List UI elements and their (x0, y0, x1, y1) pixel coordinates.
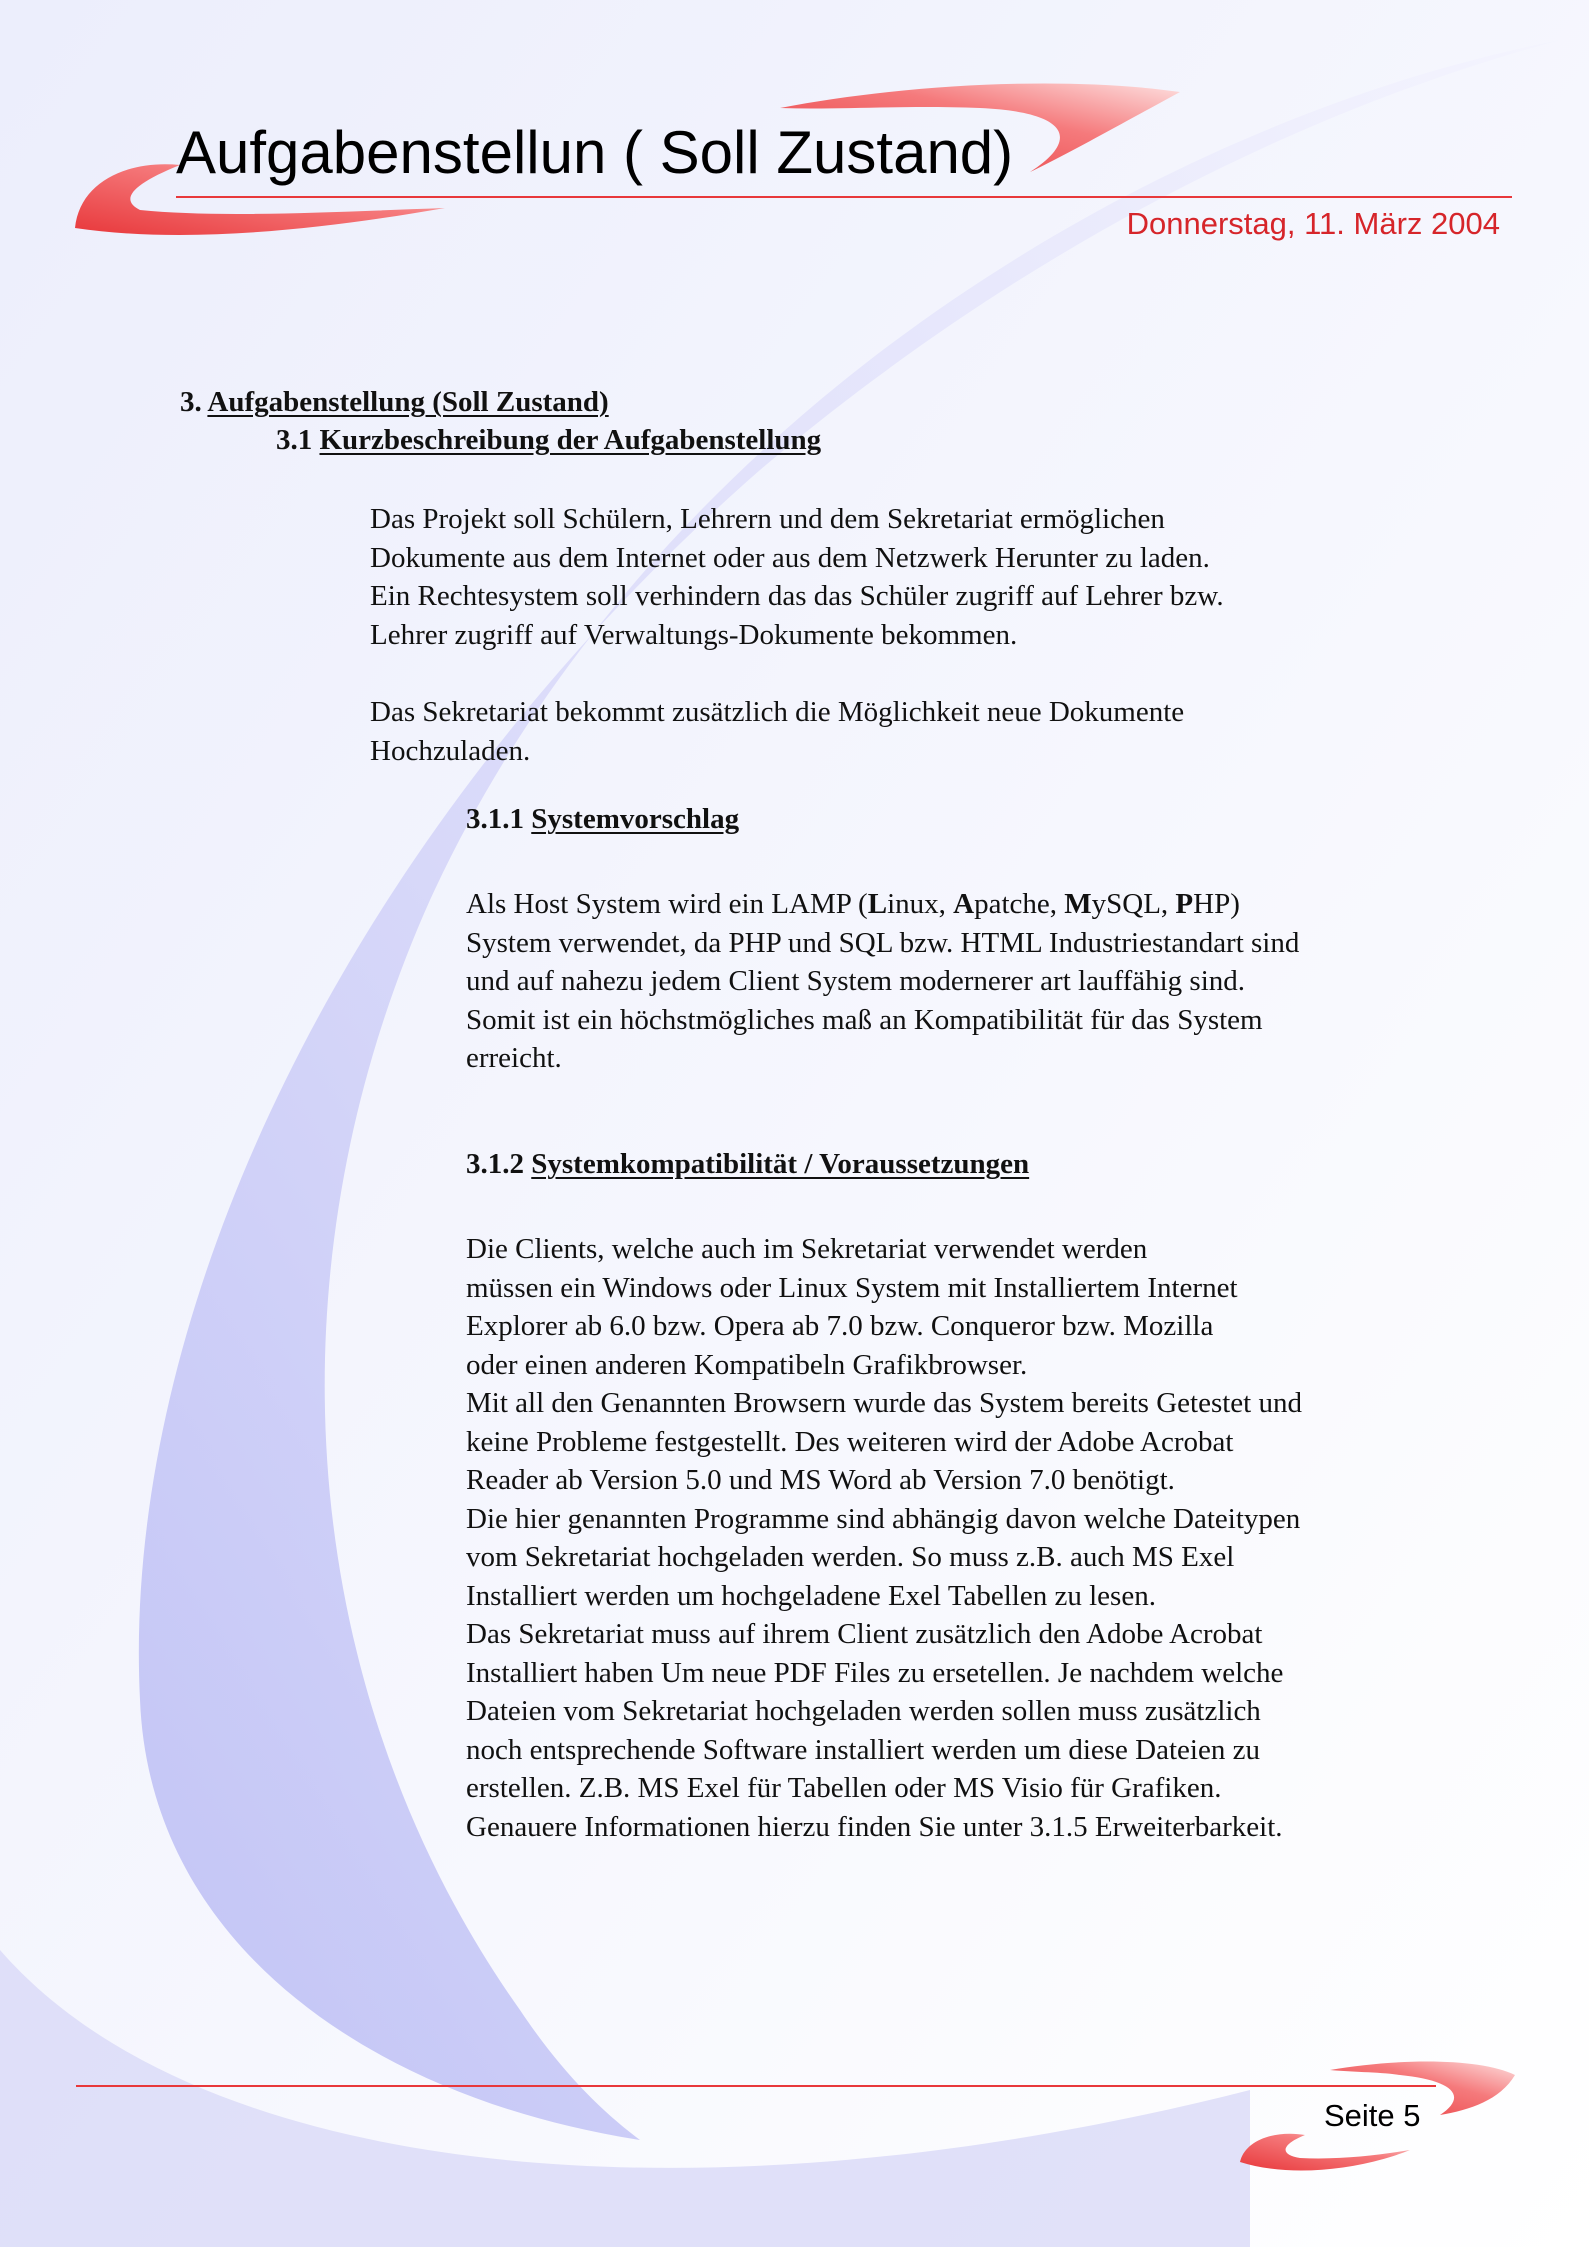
text-line: Das Projekt soll Schülern, Lehrern und dem Sekretariat ermöglichen (370, 503, 1165, 535)
paragraph-systemvorschlag (466, 885, 1299, 1078)
text-line: Das Sekretariat muss auf ihrem Client zusätzlich den Adobe Acrobat (466, 1618, 1263, 1650)
text-line: erstellen. Z.B. MS Exel für Tabellen oder MS Visio für Grafiken. (466, 1772, 1222, 1804)
text-line: noch entsprechende Software installiert werden um diese Dateien zu (466, 1733, 1260, 1766)
text-line: müssen ein Windows oder Linux System mit Installiertem Internet (466, 1271, 1238, 1304)
text-line: Reader ab Version 5.0 und MS Word ab Version 7.0 benötigt. (466, 1464, 1175, 1496)
text-line: Installiert werden um hochgeladene Exel Tabellen zu lesen. (466, 1579, 1156, 1612)
text-line: Somit ist ein höchstmögliches maß an Kompatibilität für das System (466, 1003, 1263, 1036)
text-line: Lehrer zugriff auf Verwaltungs-Dokumente bekommen. (370, 618, 1018, 651)
text-line: keine Probleme festgestellt. Des weiteren wird der Adobe Acrobat (466, 1425, 1234, 1458)
text-line: erreicht. (466, 1042, 562, 1074)
text-line: Genauere Informationen hierzu finden Sie unter 3.1.5 Erweiterbarkeit. (466, 1810, 1283, 1843)
text-line: Installiert haben Um neue PDF Files zu ersetellen. Je nachdem welche (466, 1656, 1284, 1689)
section-heading-3-1-1 (466, 803, 739, 836)
section-number: 3. (180, 386, 202, 418)
text-line: Ein Rechtesystem soll verhindern das das Schüler zugriff auf Lehrer bzw. (370, 580, 1224, 612)
paragraph-kompatibilitaet (466, 1230, 1302, 1846)
section-heading-3 (180, 386, 609, 419)
section-title: Systemkompatibilität / Voraussetzungen (531, 1148, 1030, 1180)
section-heading-3-1 (276, 424, 821, 457)
section-title: Systemvorschlag (531, 803, 740, 835)
text-line: und auf nahezu jedem Client System modernerer art lauffähig sind. (466, 965, 1246, 997)
text-line: System verwendet, da PHP und SQL bzw. HTML Industriestandart sind (466, 926, 1300, 959)
footer-divider (76, 2085, 1436, 2087)
text-line: Dokumente aus dem Internet oder aus dem Netzwerk Herunter zu laden. (370, 541, 1210, 574)
section-title: Aufgabenstellung (Soll Zustand) (207, 386, 609, 418)
header-divider (176, 196, 1512, 198)
section-heading-3-1-2 (466, 1148, 1029, 1181)
text-line: Explorer ab 6.0 bzw. Opera ab 7.0 bzw. Conqueror bzw. Mozilla (466, 1310, 1214, 1342)
paragraph-upload (370, 693, 1184, 770)
text-line: Mit all den Genannten Browsern wurde das System bereits Getestet und (466, 1387, 1302, 1419)
page-number: Seite 5 (1324, 2098, 1421, 2133)
text-line: oder einen anderen Kompatibeln Grafikbrowser. (466, 1348, 1028, 1381)
text-line: Hochzuladen. (370, 734, 531, 767)
text-line: Die Clients, welche auch im Sekretariat verwendet werden (466, 1233, 1148, 1265)
section-number: 3.1.2 (466, 1148, 524, 1180)
text-line: Die hier genannten Programme sind abhängig davon welche Dateitypen (466, 1502, 1301, 1535)
header-date: Donnerstag, 11. März 2004 (1126, 206, 1500, 241)
paragraph-intro (370, 500, 1224, 654)
page-header-title: Aufgabenstellun ( Soll Zustand) (176, 119, 1014, 186)
text-line: vom Sekretariat hochgeladen werden. So muss z.B. auch MS Exel (466, 1541, 1235, 1573)
section-number: 3.1.1 (466, 803, 524, 835)
text-line: Dateien vom Sekretariat hochgeladen werden sollen muss zusätzlich (466, 1695, 1261, 1727)
section-number: 3.1 (276, 424, 313, 456)
section-title: Kurzbeschreibung der Aufgabenstellung (319, 424, 822, 456)
text-line: Als Host System wird ein LAMP (Linux, Apatche, MySQL, PHP) (466, 888, 1240, 920)
text-line: Das Sekretariat bekommt zusätzlich die Möglichkeit neue Dokumente (370, 696, 1185, 728)
